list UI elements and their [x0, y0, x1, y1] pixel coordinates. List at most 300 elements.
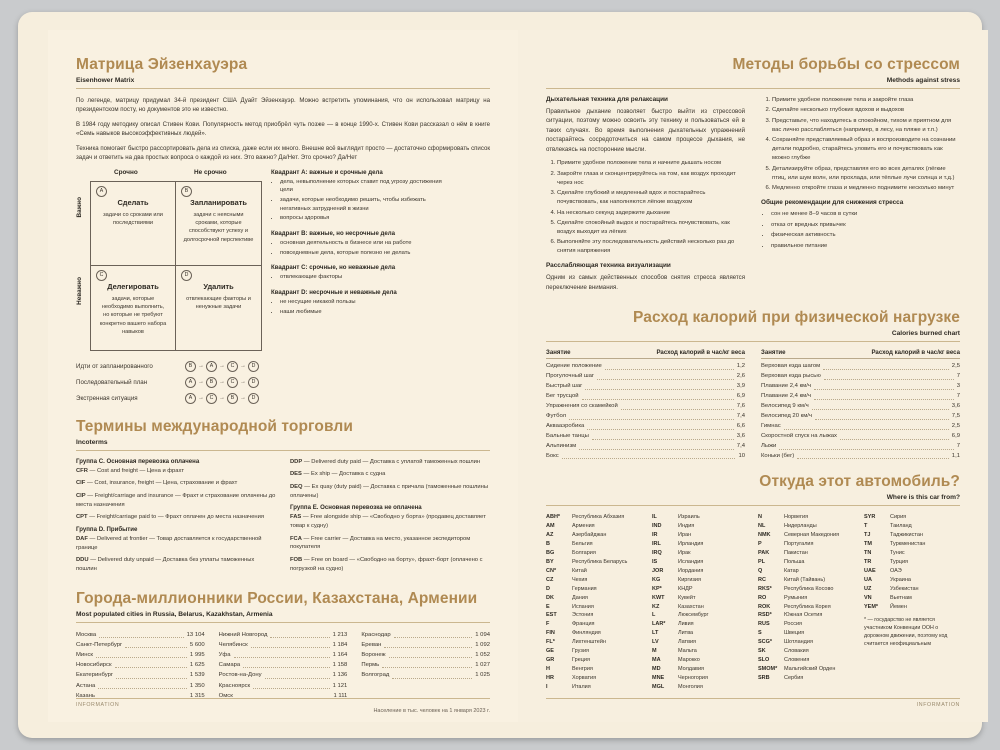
car-code: LAR*: [652, 621, 666, 628]
dot-leader: [605, 369, 734, 370]
calories-row: [546, 372, 745, 382]
car-code: EST: [546, 612, 557, 619]
car-country: Республика Абхазия: [572, 514, 625, 521]
car-code: RO: [758, 594, 767, 601]
dot-leader: [597, 379, 734, 380]
car-code: GE: [546, 648, 554, 655]
incoterm-code: DDP: [290, 458, 303, 465]
car-code-row: [652, 513, 748, 522]
matrix-cell-title: Сделать: [117, 197, 149, 207]
city-name: Нижний Новгород: [218, 631, 268, 638]
car-country: Германия: [572, 585, 597, 592]
dot-leader: [253, 681, 329, 689]
car-country: Финляндия: [572, 630, 601, 637]
activity-value: 7: [956, 442, 960, 449]
car-country: Вьетнам: [890, 594, 912, 601]
matrix-cell-text: задачи, которые необходимо выполнить, но которые не требуют конкретно вашего набора навыков: [99, 295, 167, 336]
car-code: ABH*: [546, 514, 561, 521]
car-code-row: [652, 665, 748, 674]
incoterm-text: — Delivered duty unpaid — Доставка без уплаты таможенных пошлин: [76, 557, 255, 573]
incoterm-text: — Delivered duty paid — Доставка с уплатой таможенных пошлин: [303, 458, 481, 465]
calories-row: [761, 392, 960, 402]
car-code-row: [758, 629, 854, 638]
matrix-cell-tag: D: [181, 270, 192, 281]
flow-node: B: [227, 393, 238, 404]
activity-name: Бальные танцы: [546, 432, 589, 439]
car-country: Швеция: [784, 630, 805, 637]
divider: [76, 450, 490, 451]
calories-row: [761, 382, 960, 392]
breathing-head: Дыхательная техника для релаксации: [546, 96, 668, 103]
activity-name: Футбол: [546, 412, 567, 419]
city-row: [219, 681, 348, 691]
section-eisenhower: [76, 56, 490, 404]
car-code: T: [864, 523, 868, 530]
general-item: • отказ от вредных привычек: [771, 221, 960, 230]
car-code-row: [652, 620, 748, 629]
car-country: Пакистан: [784, 550, 808, 557]
visualization-steps: [772, 96, 960, 193]
flow-node: D: [248, 377, 259, 388]
car-country: Мальтийский Орден: [784, 665, 836, 672]
quadrant-item: • основная деятельность в бизнесе или на работе: [280, 239, 456, 248]
car-code: PAK: [758, 550, 770, 557]
car-country: Катар: [784, 567, 799, 574]
car-country: Индия: [678, 523, 695, 530]
calories-row: [761, 422, 960, 432]
calories-row: [761, 402, 960, 412]
activity-value: 7,6: [736, 402, 745, 409]
visualization-step: 2. Сделайте несколько глубоких вдохов и выдохов: [772, 106, 960, 115]
car-code: SCG*: [758, 639, 773, 646]
stress-column-left: [546, 96, 745, 297]
dot-leader: [234, 650, 330, 658]
car-code-row: [652, 576, 748, 585]
car-country: Таджикистан: [890, 532, 923, 539]
dot-leader: [116, 670, 187, 678]
city-value: 1 315: [189, 692, 205, 699]
car-codes-title: Откуда этот автомобиль?: [759, 473, 960, 491]
flow-row: [76, 393, 490, 404]
dot-leader: [823, 369, 949, 370]
incoterm-code: DAF: [76, 536, 88, 543]
car-code: NMK: [758, 532, 771, 539]
eisenhower-paragraph: По легенде, матрицу придумал 34-й президент США Дуайт Эйзенхауэр. Можно встретить упоминания, что он использовал матрицу на президентском посту, но документов это не известно.: [76, 97, 490, 114]
flow-node: A: [185, 393, 196, 404]
dot-leader: [579, 449, 734, 450]
city-row: [76, 650, 205, 660]
dot-leader: [389, 650, 473, 658]
quadrant-item: • повседневные дела, которые полезно не делать: [280, 249, 456, 258]
footer-label: INFORMATION: [76, 702, 120, 708]
city-value: 1 995: [189, 652, 205, 659]
car-country: Франция: [572, 621, 595, 628]
city-row: [361, 670, 490, 680]
quadrant-item: • задачи, которые необходимо решить, чтобы избежать негативных затруднений в жизни: [280, 196, 456, 213]
dot-leader: [382, 660, 472, 668]
car-code: KG: [652, 576, 661, 583]
city-value: 1 625: [189, 662, 205, 669]
incoterm-entry: [76, 535, 276, 552]
car-code-row: [546, 540, 642, 549]
matrix-cell-title: Удалить: [203, 281, 234, 291]
car-code: IRL: [652, 541, 661, 548]
car-codes-column: [758, 513, 854, 691]
car-code: JOR: [652, 567, 664, 574]
incoterm-code: FCA: [290, 535, 302, 542]
car-code: GR: [546, 656, 555, 663]
car-code: KWT: [652, 594, 665, 601]
city-value: 1 094: [475, 631, 491, 638]
calories-row: [546, 402, 745, 412]
city-value: 5 600: [189, 641, 205, 648]
activity-value: 3,9: [736, 383, 745, 390]
car-country: Лихтенштейн: [572, 639, 606, 646]
city-row: [219, 630, 348, 640]
dot-leader: [98, 681, 187, 689]
car-code-row: [546, 629, 642, 638]
calories-row: [761, 432, 960, 442]
incoterm-text: — Free carrier — Доставка на место, указанное экспедитором покупателя: [290, 535, 471, 551]
matrix-cell-title: Запланировать: [190, 197, 247, 207]
visualization-step: 6. Медленно откройте глаза и медленно поднимите несколько минут: [772, 184, 960, 193]
car-country: Кувейт: [678, 594, 696, 601]
car-codes-column: [546, 513, 642, 691]
car-code: MGL: [652, 683, 665, 690]
car-country: Азербайджан: [572, 532, 607, 539]
car-codes-footnote: * — государство не является участником Конвенции ООН о дорожном движении, поэтому код считается неофициальным: [864, 617, 948, 648]
car-code: CN*: [546, 567, 557, 574]
city-row: [219, 650, 348, 660]
calories-row: [546, 412, 745, 422]
car-code-row: [758, 567, 854, 576]
city-name: Самара: [218, 662, 241, 669]
dot-leader: [115, 660, 187, 668]
activity-name: Лыжи: [761, 442, 777, 449]
car-country: Болгария: [572, 550, 596, 557]
flow-node: B: [185, 361, 196, 372]
car-codes-column: [652, 513, 748, 691]
incoterm-entry: [76, 492, 276, 509]
car-country: Армения: [572, 523, 595, 530]
quadrant-head: Квадрант C: срочные, но неважные дела: [271, 264, 396, 272]
car-code-row: [652, 603, 748, 612]
car-code-row: [758, 603, 854, 612]
activity-name: Велосипед 9 км/ч: [761, 402, 809, 409]
dot-leader: [125, 640, 187, 648]
car-country: Киргизия: [678, 576, 701, 583]
car-country: Дания: [572, 594, 588, 601]
incoterm-text: — Free alongside ship — «Свободно у борта» (продавец доставляет товар к судну): [290, 514, 486, 530]
car-code-row: [864, 567, 960, 576]
car-country: Южная Осетия: [784, 612, 823, 619]
city-row: [219, 670, 348, 680]
arrow-icon: →: [219, 395, 225, 402]
flow-row: [76, 361, 490, 372]
car-code-row: [546, 558, 642, 567]
city-name: Санкт-Петербург: [76, 641, 123, 648]
matrix-cell-tag: A: [96, 186, 107, 197]
car-code: M: [652, 648, 657, 655]
city-row: [361, 650, 490, 660]
dot-leader: [251, 640, 330, 648]
car-country: Черногория: [678, 674, 708, 681]
city-name: Ростов-на-Дону: [218, 672, 262, 679]
incoterm-code: FOB: [290, 557, 303, 564]
incoterm-entry: [76, 556, 276, 573]
activity-value: 7: [956, 393, 960, 400]
car-code-row: [546, 611, 642, 620]
incoterm-text: — Cost and freight — Цена и фрахт: [89, 467, 184, 474]
city-value: 1 111: [333, 692, 348, 699]
car-code: LV: [652, 639, 659, 646]
car-country: Люксембург: [678, 612, 709, 619]
dot-leader: [779, 449, 953, 450]
matrix-column-label: Не срочно: [194, 168, 227, 176]
quadrant-item: • не несущие никакой пользы: [280, 298, 456, 307]
car-country: Республика Косово: [784, 585, 834, 592]
arrow-icon: →: [240, 363, 246, 370]
arrow-icon: →: [198, 395, 204, 402]
arrow-icon: →: [240, 395, 246, 402]
activity-name: Велосипед 20 км/ч: [761, 412, 812, 419]
car-code-row: [546, 576, 642, 585]
dot-leader: [392, 670, 472, 678]
dot-leader: [797, 458, 949, 459]
dot-leader: [562, 458, 736, 459]
matrix-cell: [91, 182, 176, 266]
calories-row: [546, 452, 745, 462]
divider: [76, 88, 490, 89]
car-code: IS: [652, 559, 658, 565]
breathing-step: 3. Сделайте глубокий и медленный вдох и постарайтесь почувствовать, как наполняются лёгкие воздухом: [557, 189, 745, 207]
arrow-icon: →: [219, 379, 225, 386]
car-code: H: [546, 665, 550, 672]
arrow-icon: →: [219, 363, 225, 370]
calories-title: Расход калорий при физической нагрузке: [632, 309, 960, 327]
flow-node: C: [206, 393, 217, 404]
breathing-step: 5. Сделайте спокойный выдох и постарайтесь почувствовать, как воздух выходит из лёгких: [557, 219, 745, 237]
car-country: Ирак: [678, 550, 691, 557]
calories-row: [546, 422, 745, 432]
car-country: Иордания: [678, 567, 704, 574]
breathing-step: 6. Выполняйте эту последовательность действий несколько раз до снятия напряжения: [557, 238, 745, 256]
divider: [546, 341, 960, 342]
calories-row: [546, 392, 745, 402]
car-country: Норвегия: [784, 514, 809, 521]
car-code: FIN: [546, 630, 555, 637]
activity-value: 3,6: [951, 402, 960, 409]
section-car-codes: [546, 473, 960, 691]
dot-leader: [394, 630, 473, 638]
car-code-row: [546, 674, 642, 683]
car-code-row: [864, 558, 960, 567]
calories-col-activity: Занятие: [761, 349, 786, 357]
car-country: Нидерланды: [784, 523, 817, 530]
activity-name: Быстрый шаг: [546, 383, 583, 390]
car-code: IL: [652, 514, 657, 521]
flow-node: D: [248, 361, 259, 372]
car-code: KZ: [652, 603, 660, 610]
flow-node: D: [248, 393, 259, 404]
dot-leader: [384, 640, 472, 648]
car-country: Хорватия: [572, 674, 597, 681]
car-code: IRQ: [652, 550, 662, 557]
car-code: TN: [864, 550, 872, 557]
car-code-row: [652, 611, 748, 620]
city-value: 1 158: [332, 662, 348, 669]
eisenhower-paragraph: В 1984 году методику описал Стивен Кови. Популярность метод приобрёл чуть позже — в конце 1990-х. Стивен Кови рассказал о нём в книге «Семь навыков высокоэффективных людей».: [76, 120, 490, 138]
car-country: Португалия: [784, 541, 814, 548]
activity-name: Коньки (бег): [761, 452, 795, 459]
car-code-row: [864, 594, 960, 603]
car-country: Чехия: [572, 576, 588, 583]
flow-node: C: [227, 361, 238, 372]
car-country: Испания: [572, 603, 594, 610]
city-name: Уфа: [218, 652, 231, 659]
car-code: N: [758, 514, 762, 521]
breathing-step: 4. На несколько секунд задержите дыхание: [557, 209, 745, 218]
car-code-row: [864, 603, 960, 612]
city-name: Волгоград: [361, 672, 390, 679]
activity-value: 6,9: [951, 432, 960, 439]
section-calories: [546, 309, 960, 461]
quadrant-item: • вопросы здоровья: [280, 214, 456, 223]
dot-leader: [270, 630, 329, 638]
car-code-row: [546, 522, 642, 531]
car-code-row: [652, 629, 748, 638]
incoterms-group-name: Группа C. Основная перевозка оплачена: [76, 457, 200, 465]
dot-leader: [243, 660, 329, 668]
car-country: Украина: [890, 576, 911, 583]
car-code-row: [546, 594, 642, 603]
car-code: BG: [546, 550, 555, 557]
car-country: Республика Корея: [784, 603, 831, 610]
city-row: [361, 630, 490, 640]
stress-title-en: Methods against stress: [886, 77, 960, 84]
cities-column: [219, 630, 348, 701]
visualization-step: 3. Представьте, что находитесь в спокойном, тихом и приятном для вас лично расслабляться (например, в лесу, на пляже и т.п.): [772, 117, 960, 135]
car-code: PL: [758, 559, 766, 565]
car-country: Россия: [784, 621, 803, 628]
left-page: [48, 30, 518, 722]
car-code: MNE: [652, 674, 665, 681]
eisenhower-title: Матрица Эйзенхауэра: [76, 56, 248, 73]
calories-row: [761, 372, 960, 382]
car-codes-column: [864, 513, 960, 691]
car-country: Италия: [572, 683, 591, 690]
car-country: Бельгия: [572, 541, 593, 548]
activity-name: Прогулочный шаг: [546, 373, 595, 380]
car-code-row: [758, 611, 854, 620]
car-code-row: [864, 522, 960, 531]
car-country: Северная Македония: [784, 532, 840, 539]
incoterms-column-left: [76, 458, 276, 578]
divider: [546, 505, 960, 506]
car-code: TM: [864, 541, 872, 548]
car-code: AM: [546, 523, 555, 530]
city-value: 13 104: [186, 631, 205, 638]
car-code-row: [758, 665, 854, 674]
arrow-icon: →: [198, 379, 204, 386]
calories-col-value: Расход калорий в час/кг веса: [871, 349, 960, 357]
car-code-row: [864, 585, 960, 594]
matrix-row-label: Важно: [76, 196, 83, 218]
car-code: AZ: [546, 532, 554, 539]
dot-leader: [569, 419, 734, 420]
quadrant-list: [271, 169, 456, 351]
car-code-row: [758, 585, 854, 594]
calories-row: [761, 442, 960, 452]
car-code: B: [546, 541, 550, 548]
car-code: ROK: [758, 603, 771, 610]
breathing-paragraph: Правильное дыхание позволяет быстро выйти из стрессовой ситуации, поэтому можно освоить эту технику и пользоваться ей в таких случаях. Во время выполнения дыхательных упражнений постарайтесь сосредоточиться на самом процессе дыхания, не отвлекаясь на посторонние мысли.: [546, 108, 745, 153]
car-country: Иран: [678, 532, 692, 539]
city-name: Пермь: [361, 662, 380, 669]
activity-name: Скоростной спуск на лыжах: [761, 432, 837, 439]
city-value: 1 213: [332, 631, 348, 638]
calories-column: [761, 349, 960, 461]
city-name: Москва: [76, 631, 97, 638]
car-code-row: [652, 656, 748, 665]
car-country: Мальта: [678, 648, 697, 655]
city-name: Казань: [76, 692, 95, 699]
car-code: RUS: [758, 621, 770, 628]
car-code: RKS*: [758, 585, 772, 592]
city-value: 1 539: [189, 672, 205, 679]
car-code-row: [864, 540, 960, 549]
incoterm-entry: [290, 458, 490, 467]
car-code: SMOM*: [758, 665, 778, 672]
city-row: [76, 640, 205, 650]
incoterm-text: — Cost, insurance, freight — Цена, страхование и фрахт: [86, 480, 238, 487]
car-country: Китай (Тайвань): [784, 576, 826, 583]
flow-node: A: [206, 361, 217, 372]
activity-name: Верховая езда рысью: [761, 373, 821, 380]
car-country: Литва: [678, 630, 694, 637]
car-country: Эстония: [572, 612, 594, 619]
flow-label: Идти от запланированного: [76, 362, 153, 370]
car-code-row: [652, 540, 748, 549]
dot-leader: [621, 409, 734, 410]
car-country: Ирландия: [678, 541, 704, 548]
activity-name: Бокс: [546, 452, 559, 459]
matrix-cell-text: отвлекающие факторы и ненужные задачи: [186, 295, 251, 311]
car-country: Йемен: [890, 603, 907, 610]
car-country: Польша: [784, 559, 805, 565]
dot-leader: [592, 439, 734, 440]
car-code-row: [758, 522, 854, 531]
activity-value: 7,5: [951, 412, 960, 419]
cities-title: Города-миллионники России, Казахстана, Армении: [76, 589, 478, 607]
car-country: Шотландия: [784, 639, 813, 646]
incoterm-entry: [290, 556, 490, 573]
car-country: Сирия: [890, 514, 907, 521]
arrow-icon: →: [198, 363, 204, 370]
general-item: • сон не менее 8–9 часов в сутки: [771, 210, 960, 219]
cities-note: Население в тыс. человек на 1 января 2023 г.: [373, 707, 490, 714]
car-country: Греция: [572, 656, 590, 663]
cities-column: [361, 630, 490, 701]
car-code-row: [758, 576, 854, 585]
activity-value: 7,4: [736, 412, 745, 419]
dot-leader: [814, 399, 954, 400]
breathing-step: 2. Закройте глаза и сконцентрируйтесь на том, как воздух проходит через нос: [557, 170, 745, 188]
flow-node: C: [227, 377, 238, 388]
incoterm-text: — Freight/carriage paid to — Фрахт оплачен до места назначения: [89, 514, 265, 521]
car-code: UZ: [864, 585, 872, 592]
general-list: [771, 210, 960, 250]
